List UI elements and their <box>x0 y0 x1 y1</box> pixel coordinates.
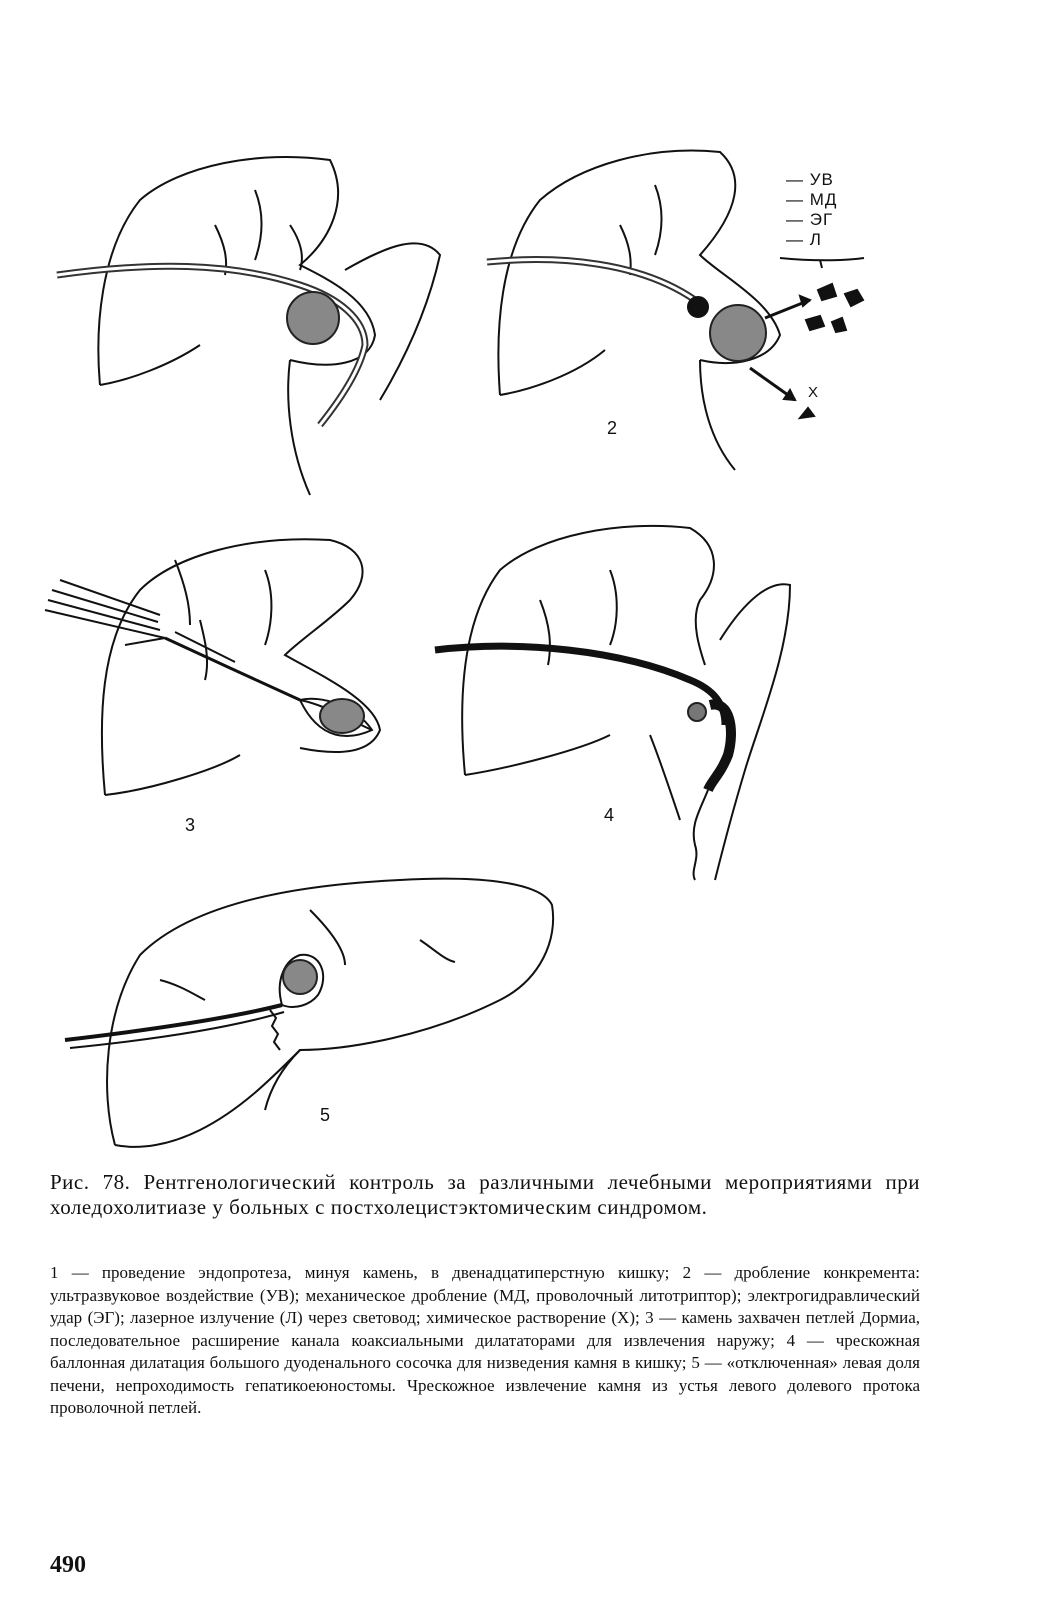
panel-5-number: 5 <box>320 1105 331 1125</box>
panel-2-number: 2 <box>607 418 618 438</box>
legend-item-uv: — УВ <box>786 170 834 189</box>
page-number: 490 <box>50 1552 86 1578</box>
panel-2-chem-label: Х <box>808 384 819 401</box>
legend-item-eg: — ЭГ <box>786 210 834 229</box>
panel-3-number: 3 <box>185 815 196 835</box>
legend-item-l: — Л <box>786 230 822 249</box>
legend-item-md: — МД <box>786 190 838 209</box>
panel-4-number: 4 <box>604 805 615 825</box>
figure-description: 1 — проведение эндопротеза, минуя камень, в двенадцатиперстную кишку; 2 — дробление конкремента: ультразвуковое воздействие (УВ); механическое дробление (МД, проволочный литотриптор); электрогидравлический удар (ЭГ); лазерное излучение (Л) через световод; химическое растворение (Х); 3 — камень захвачен петлей Дормиа, последовательное расширение канала коаксиальными дилататорами для извлечения наружу; 4 — чрескожная баллонная дилатация большого дуоденального сосочка для низведения камня в кишку; 5 — «отключенная» левая доля печени, непроходимость гепатикоеюностомы. Чрескожное извлечение камня из устья левого долевого протока проволочной петлей. <box>50 1263 920 1417</box>
figure-caption: Рис. 78. Рентгенологический контроль за различными лечебными мероприятиями при холедохолитиазе у больных с постхолецистэктомическим синдромом. <box>50 1170 920 1219</box>
